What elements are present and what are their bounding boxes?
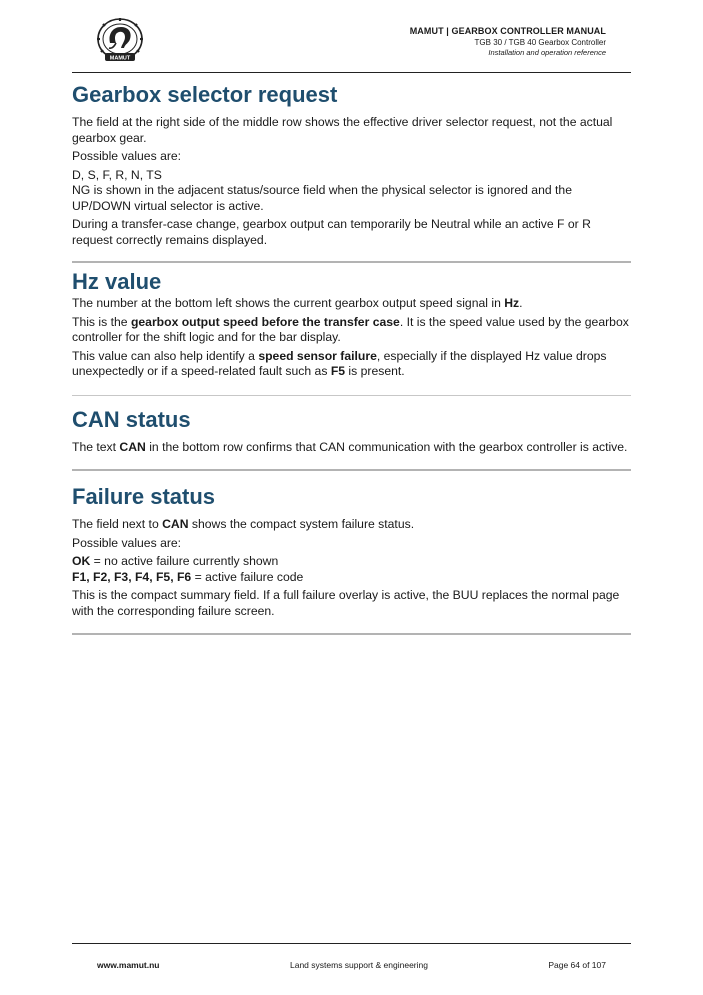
paragraph	[72, 315, 631, 346]
section-heading: Hz value	[72, 269, 162, 294]
text-bold: Hz	[504, 296, 520, 310]
text-run: , especially if the displayed Hz value drops unexpectedly or if a speed-related fault such as	[72, 348, 607, 378]
document-reference: Installation and operation reference	[488, 47, 606, 57]
selector-values: D, S, F, R, N, TS	[72, 167, 162, 182]
section-divider	[72, 395, 631, 396]
paragraph: This is the compact summary field. If a full failure overlay is active, the BUU replaces the normal page with the corresponding failure screen.	[72, 588, 620, 618]
text-bold: gearbox output speed before the transfer case	[130, 314, 400, 329]
text-bold: F1, F2, F3, F4, F5, F6	[72, 569, 192, 584]
page-header	[410, 26, 606, 57]
text-run: is present.	[345, 364, 405, 378]
text-bold: OK	[72, 554, 91, 568]
text-run: = no active failure currently shown	[90, 554, 279, 568]
text-bold: CAN	[119, 439, 146, 454]
paragraph	[72, 349, 631, 380]
section-heading: Failure status	[72, 484, 216, 509]
page-number: Page 64 of 107	[548, 960, 606, 970]
text-run: This is the	[72, 314, 131, 329]
paragraph	[72, 517, 631, 533]
paragraph: Possible values are:	[72, 535, 182, 550]
paragraph: NG is shown in the adjacent status/source field when the physical selector is ignored and the UP/DOWN virtual selector is active.	[72, 183, 572, 213]
text-run: in the bottom row confirms that CAN communication with the gearbox controller is active.	[145, 439, 628, 454]
section-gearbox-selector	[72, 82, 631, 248]
section-failure-status	[72, 484, 631, 619]
footer-tagline: Land systems support & engineering	[290, 960, 428, 970]
text-bold: F5	[330, 364, 346, 378]
text-bold: speed sensor failure	[258, 348, 377, 363]
section-can-status	[72, 407, 631, 456]
text-run: shows the compact system failure status.	[188, 517, 415, 531]
paragraph: During a transfer-case change, gearbox output can temporarily be Neutral while an active F or R request correctly remains displayed.	[72, 217, 591, 247]
text-bold: CAN	[162, 517, 189, 531]
text-run: The field next to	[72, 517, 163, 531]
section-divider	[72, 633, 631, 635]
value-failure-codes	[72, 570, 631, 586]
text-run: = active failure code	[191, 569, 304, 584]
paragraph	[72, 440, 631, 456]
document-title: MAMUT | GEARBOX CONTROLLER MANUAL	[409, 26, 606, 36]
section-hz-value	[72, 269, 631, 380]
section-divider	[72, 261, 631, 263]
text-run: The number at the bottom left shows the current gearbox output speed signal in	[72, 296, 505, 310]
footer-website-link[interactable]: www.mamut.nu	[97, 960, 160, 970]
logo-wordmark: MAMUT	[109, 55, 131, 62]
paragraph: Possible values are:	[72, 149, 182, 163]
text-run: This value can also help identify a	[72, 348, 259, 363]
document-subtitle: TGB 30 / TGB 40 Gearbox Controller	[474, 38, 606, 48]
paragraph: The field at the right side of the middle row shows the effective driver selector request, not the actual gearbox gear.	[72, 115, 613, 145]
text-run: .	[519, 296, 523, 310]
footer-rule	[72, 943, 631, 944]
header-rule	[72, 72, 631, 73]
text-run: . It is the speed value used by the gearbox controller for the shift logic and for the bar display.	[72, 314, 629, 344]
section-heading: CAN status	[72, 406, 191, 432]
mamut-logo	[94, 17, 146, 63]
page-content	[72, 82, 631, 635]
text-run: The text	[72, 439, 120, 454]
value-ok	[72, 554, 631, 570]
section-divider	[72, 469, 631, 471]
paragraph	[72, 296, 631, 312]
section-heading: Gearbox selector request	[72, 82, 338, 107]
